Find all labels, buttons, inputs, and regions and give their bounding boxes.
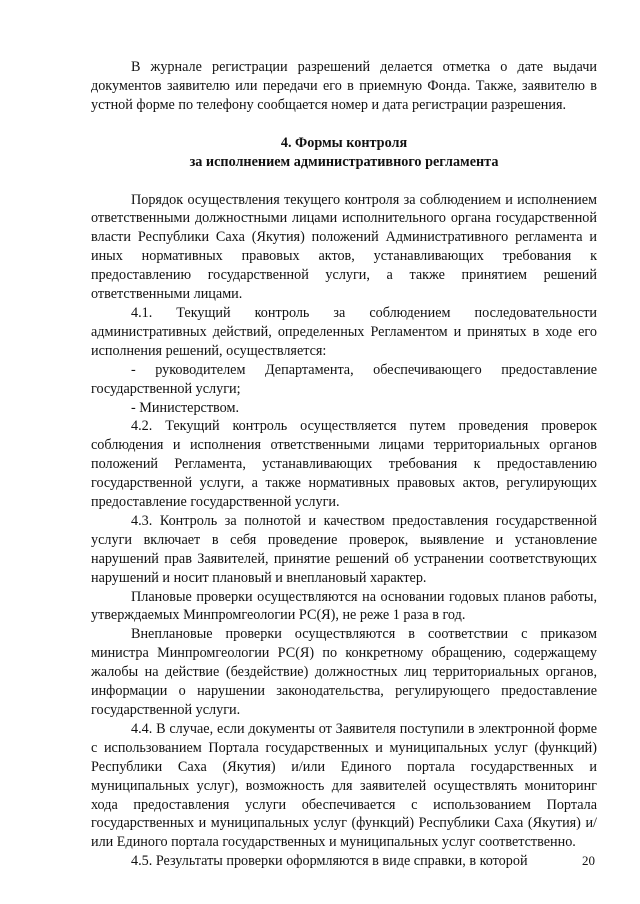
paragraph-list-item-head: - руководителем Департамента, обеспечивающего предоставление государственной услуги;	[91, 361, 597, 397]
section-title-line1: 4. Формы контроля	[280, 134, 408, 151]
paragraph-4-2: 4.2. Текущий контроль осуществляется путем проведения проверок соблюдения и исполнения ответственными лицами территориальных органов положений Регламента, устанавливающих требования к предоставлению государственной услуги, а также нормативных правовых актов, регулирующих предоставление государственной услуги.	[91, 418, 597, 511]
paragraph-registration-note: В журнале регистрации разрешений делается отметка о дате выдачи документов заявителю или передачи его в приемную Фонда. Также, заявителю в устной форме по телефону сообщается номер и дата регистрации разрешения.	[91, 59, 597, 113]
paragraph-4-1: 4.1. Текущий контроль за соблюдением последовательности административных действий, определенных Регламентом и принятых в ходе его исполнения решений, осуществляется:	[91, 304, 597, 359]
paragraph-4-4: 4.4. В случае, если документы от Заявителя поступили в электронной форме с использованием Портала государственных и муниципальных услуг (функций) Республики Саха (Якутия) и/или Единого портала государственных и муниципальных услуг), возможность для заявителей осуществлять мониторинг хода предоставления услуги обеспечивается с использованием Портала государственных и муниципальных услуг (функций) Республики Саха (Якутия) и/или Единого портала государственных и муниципальных услуг соответственно.	[91, 720, 597, 851]
paragraph-planned-checks: Плановые проверки осуществляются на основании годовых планов работы, утверждаемых Минпромгеологии РС(Я), не реже 1 раза в год.	[91, 588, 597, 624]
section-heading	[91, 134, 597, 172]
paragraph-list-item-ministry: - Министерством.	[131, 399, 239, 416]
page-number: 20	[582, 853, 595, 868]
paragraph-unplanned-checks: Внеплановые проверки осуществляются в соответствии с приказом министра Минпромгеологии РС(Я) по конкретному обращению, содержащему жалобы на действие (бездействие) должностных лиц территориальных органов, информации о нарушении законодательства, регулирующего предоставление государственной услуги.	[91, 626, 597, 718]
section-title-line2: за исполнением административного регламента	[189, 153, 499, 170]
paragraph-4-3: 4.3. Контроль за полнотой и качеством предоставления государственной услуги включает в себя проведение проверок, выявление и установление нарушений прав Заявителей, принятие решений об устранении соответствующих нарушений и носит плановый и внеплановый характер.	[91, 512, 597, 586]
paragraph-4-5: 4.5. Результаты проверки оформляются в виде справки, в которой	[131, 853, 528, 870]
paragraph-control-procedure: Порядок осуществления текущего контроля за соблюдением и исполнением ответственными должностными лицами исполнительного органа государственной власти Республики Саха (Якутия) положений Административного регламента и иных нормативных правовых актов, устанавливающих требования к предоставлению государственной услуги, а также принятием решений ответственными лицами.	[91, 191, 597, 303]
document-page	[91, 58, 597, 871]
